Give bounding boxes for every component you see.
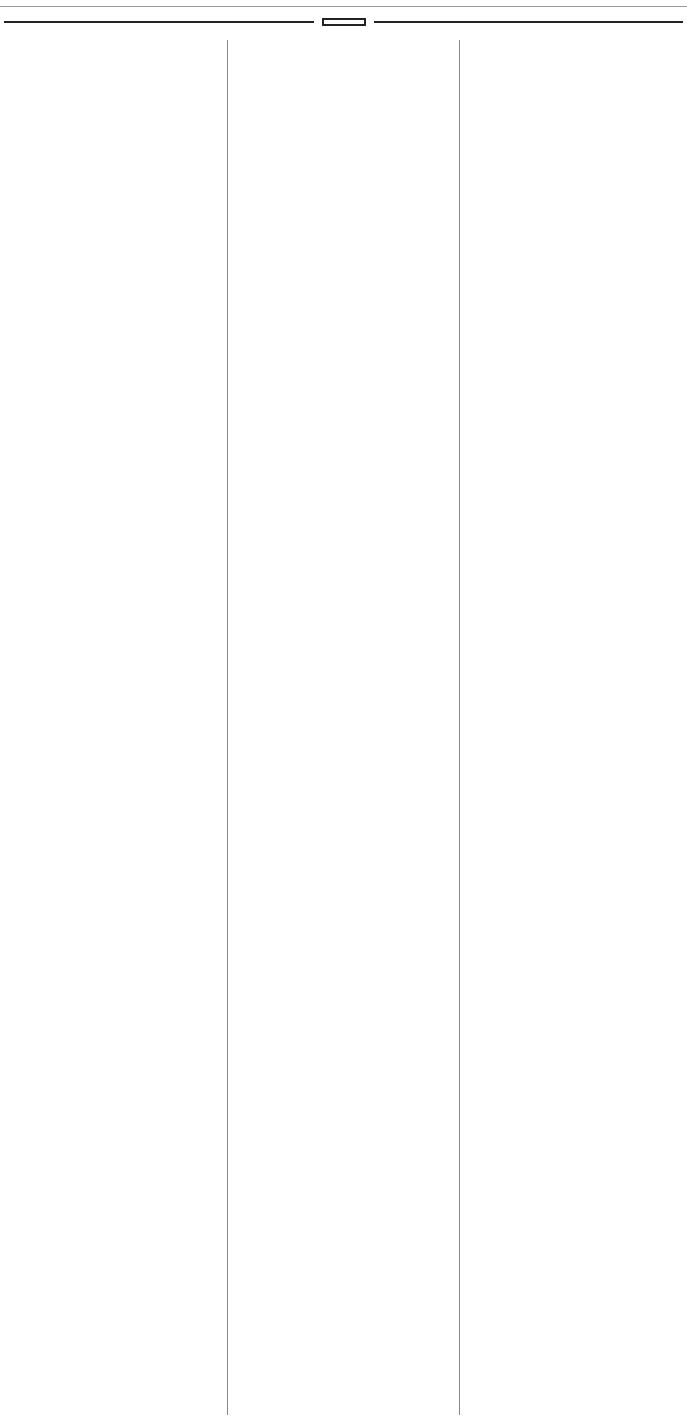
column-divider	[459, 40, 460, 1415]
page-title	[322, 18, 366, 26]
header-rule-left	[4, 21, 314, 23]
column-2	[236, 40, 451, 1415]
column-3	[468, 40, 683, 1415]
cropped-previous-text	[0, 0, 687, 7]
article-columns	[4, 40, 683, 1415]
section-header	[4, 8, 683, 36]
column-1	[4, 40, 219, 1415]
column-divider	[227, 40, 228, 1415]
header-rule-right	[374, 21, 684, 23]
